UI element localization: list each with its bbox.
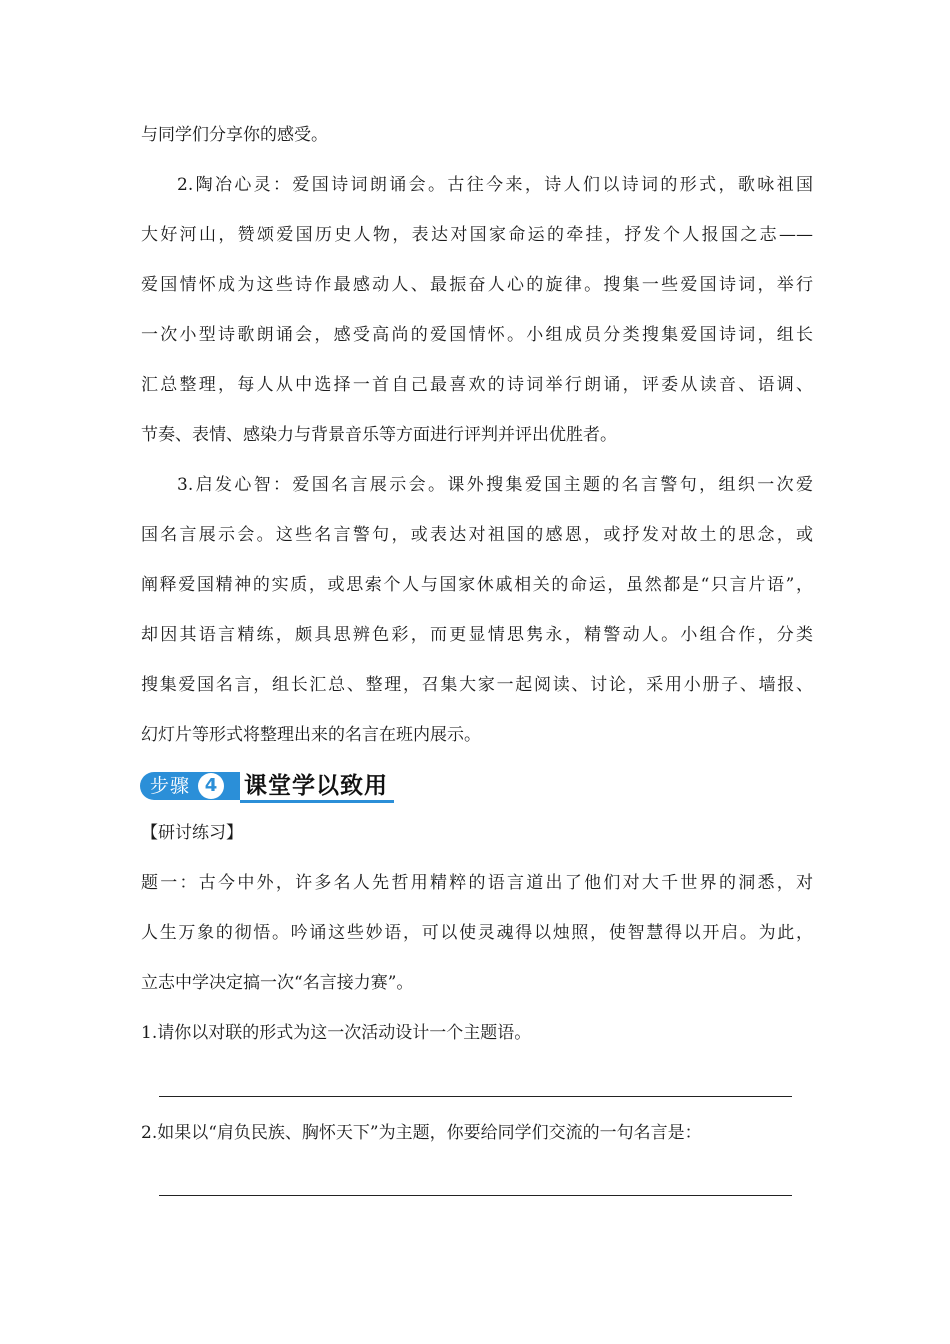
para-poetry-line: 大好河山，赞颂爱国历史人物，表达对国家命运的牵挂，抒发个人报国之志—— <box>141 225 813 245</box>
para-poetry-line: 2.陶冶心灵：爱国诗词朗诵会。古往今来，诗人们以诗词的形式，歌咏祖国 <box>177 175 813 195</box>
answer-line-1[interactable] <box>159 1096 792 1097</box>
para-poetry-line: 节奏、表情、感染力与背景音乐等方面进行评判并评出优胜者。 <box>141 425 617 445</box>
para-quotes-line: 3.启发心智：爱国名言展示会。课外搜集爱国主题的名言警句，组织一次爱 <box>177 475 813 495</box>
step-label: 步骤 <box>150 775 191 797</box>
paragraph-continuation: 与同学们分享你的感受。 <box>141 125 328 145</box>
para-poetry-line: 爱国情怀成为这些诗作最感动人、最振奋人心的旋律。搜集一些爱国诗词，举行 <box>141 275 813 295</box>
para-poetry-line: 一次小型诗歌朗诵会，感受高尚的爱国情怀。小组成员分类搜集爱国诗词，组长 <box>141 325 813 345</box>
question-one-line: 人生万象的彻悟。吟诵这些妙语，可以使灵魂得以烛照，使智慧得以开启。为此， <box>141 923 813 943</box>
answer-line-2[interactable] <box>159 1195 792 1196</box>
sub-question-2: 2.如果以“肩负民族、胸怀天下”为主题，你要给同学们交流的一句名言是： <box>141 1123 702 1143</box>
step-title: 课堂学以致用 <box>244 773 388 799</box>
sub-question-1: 1.请你以对联的形式为这一次活动设计一个主题语。 <box>141 1023 532 1043</box>
para-quotes-line: 幻灯片等形式将整理出来的名言在班内展示。 <box>141 725 481 745</box>
para-poetry-line: 汇总整理，每人从中选择一首自己最喜欢的诗词举行朗诵，评委从读音、语调、 <box>141 375 813 395</box>
para-quotes-line: 搜集爱国名言，组长汇总、整理，召集大家一起阅读、讨论，采用小册子、墙报、 <box>141 675 813 695</box>
step-number: 4 <box>198 773 224 799</box>
step-title-underline <box>240 800 394 803</box>
question-one-line: 立志中学决定搞一次“名言接力赛”。 <box>141 973 414 993</box>
para-quotes-line: 阐释爱国精神的实质，或思索个人与国家休戚相关的命运，虽然都是“只言片语”， <box>141 575 813 595</box>
question-one-line: 题一：古今中外，许多名人先哲用精粹的语言道出了他们对大千世界的洞悉，对 <box>141 873 813 893</box>
para-quotes-line: 却因其语言精练，颇具思辨色彩，而更显情思隽永，精警动人。小组合作，分类 <box>141 625 813 645</box>
para-quotes-line: 国名言展示会。这些名言警句，或表达对祖国的感恩，或抒发对故土的思念，或 <box>141 525 813 545</box>
practice-heading: 【研讨练习】 <box>141 823 243 843</box>
step-banner <box>140 770 394 804</box>
